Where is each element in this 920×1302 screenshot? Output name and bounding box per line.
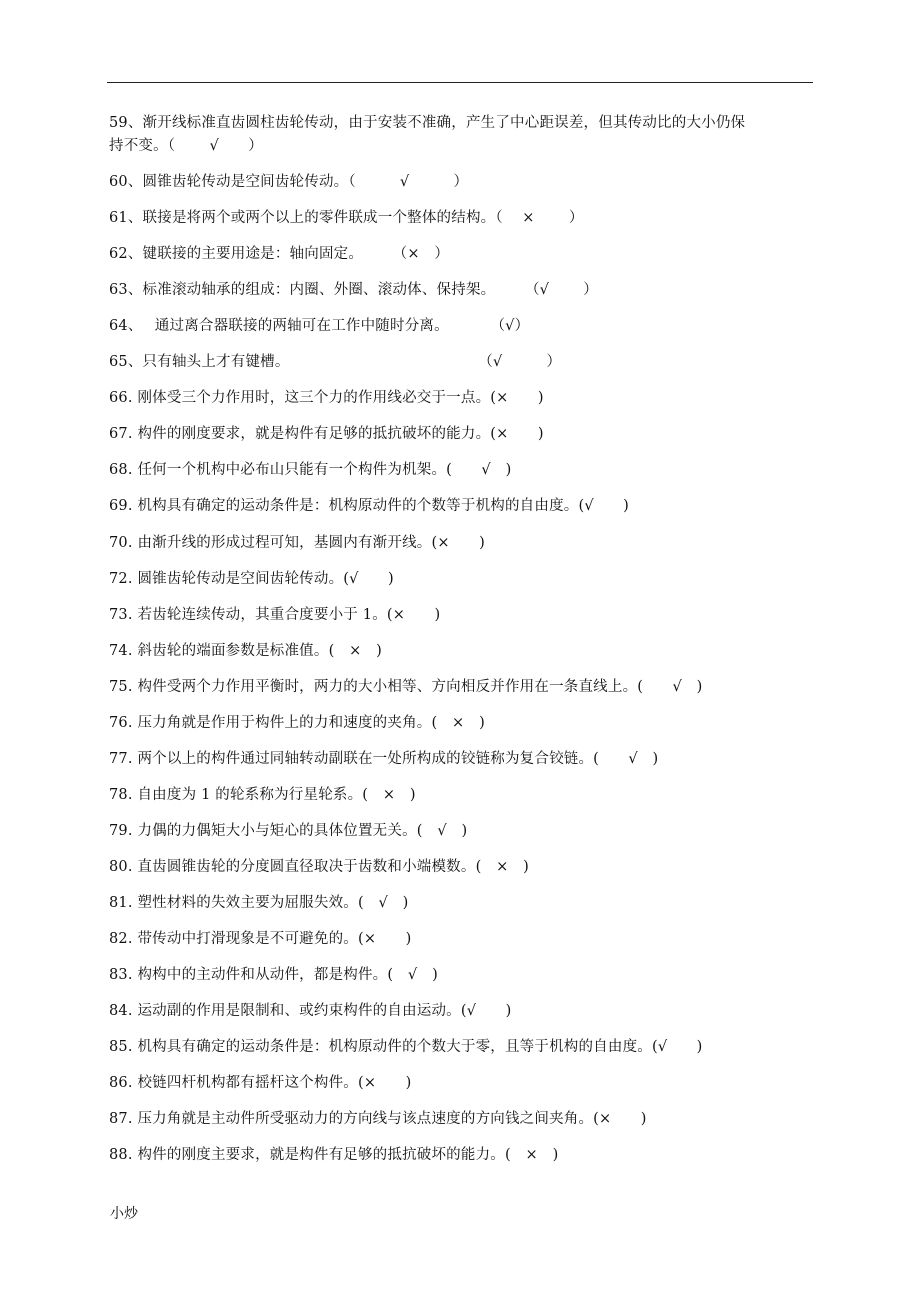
item-68: 68. 任何一个机构中必布山只能有一个构件为机架。( √ ) bbox=[109, 462, 512, 478]
item-81: 81. 塑性材料的失效主要为屈服失效。( √ ) bbox=[109, 895, 409, 911]
item-85: 85. 机构具有确定的运动条件是：机构原动件的个数大于零，且等于机构的自由度。(√ ) bbox=[109, 1039, 703, 1055]
item-67: 67. 构件的刚度要求，就是构件有足够的抵抗破坏的能力。(× ) bbox=[109, 426, 544, 442]
item-73: 73. 若齿轮连续传动，其重合度要小于 1。(× ) bbox=[109, 607, 441, 623]
item-82: 82. 带传动中打滑现象是不可避免的。(× ) bbox=[109, 931, 412, 947]
item-76: 76. 压力角就是作用于构件上的力和速度的夹角。( × ) bbox=[109, 715, 485, 731]
item-72: 72. 圆锥齿轮传动是空间齿轮传动。(√ ) bbox=[109, 571, 394, 587]
item-70: 70. 由渐升线的形成过程可知，基圆内有渐开线。(× ) bbox=[109, 535, 485, 551]
page-footer: 小炒 bbox=[110, 1206, 138, 1222]
item-75: 75. 构件受两个力作用平衡时，两力的大小相等、方向相反并作用在一条直线上。( √ ) bbox=[109, 679, 703, 695]
item-87: 87. 压力角就是主动件所受驱动力的方向线与该点速度的方向钱之间夹角。(× ) bbox=[109, 1111, 647, 1127]
item-59-line-2: 持不变。（ √ ） bbox=[109, 138, 263, 154]
item-86: 86. 校链四杆机构都有摇杆这个构件。(× ) bbox=[109, 1075, 412, 1091]
item-74: 74. 斜齿轮的端面参数是标准值。( × ) bbox=[109, 643, 383, 659]
item-77: 77. 两个以上的构件通过同轴转动副联在一处所构成的铰链称为复合铰链。( √ ) bbox=[109, 751, 659, 767]
item-63: 63、标准滚动轴承的组成：内圈、外圈、滚动体、保持架。 （√ ） bbox=[109, 282, 598, 298]
item-80: 80. 直齿圆锥齿轮的分度圆直径取决于齿数和小端模数。( × ) bbox=[109, 859, 530, 875]
item-65: 65、只有轴头上才有键槽。 （√ ） bbox=[109, 354, 562, 370]
item-78: 78. 自由度为 1 的轮系称为行星轮系。( × ) bbox=[109, 787, 416, 803]
item-64: 64、 通过离合器联接的两轴可在工作中随时分离。 （√） bbox=[109, 318, 530, 334]
item-62: 62、键联接的主要用途是：轴向固定。 （× ） bbox=[109, 246, 450, 262]
item-88: 88. 构件的刚度主要求，就是构件有足够的抵抗破坏的能力。( × ) bbox=[109, 1147, 559, 1163]
item-84: 84. 运动副的作用是限制和、或约束构件的自由运动。(√ ) bbox=[109, 1003, 512, 1019]
item-79: 79. 力偶的力偶矩大小与矩心的具体位置无关。( √ ) bbox=[109, 823, 468, 839]
item-83: 83. 构构中的主动件和从动件，都是构件。( √ ) bbox=[109, 967, 438, 983]
item-60: 60、圆锥齿轮传动是空间齿轮传动。（ √ ） bbox=[109, 174, 469, 190]
item-66: 66. 刚体受三个力作用时，这三个力的作用线必交于一点。(× ) bbox=[109, 390, 544, 406]
item-69: 69. 机构具有确定的运动条件是：机构原动件的个数等于机构的自由度。(√ ) bbox=[109, 498, 630, 514]
item-59-line-1: 59、渐开线标准直齿圆柱齿轮传动，由于安装不准确，产生了中心距误差，但其传动比的大小仍保 bbox=[109, 115, 746, 131]
item-61: 61、联接是将两个或两个以上的零件联成一个整体的结构。（ × ） bbox=[109, 210, 584, 226]
